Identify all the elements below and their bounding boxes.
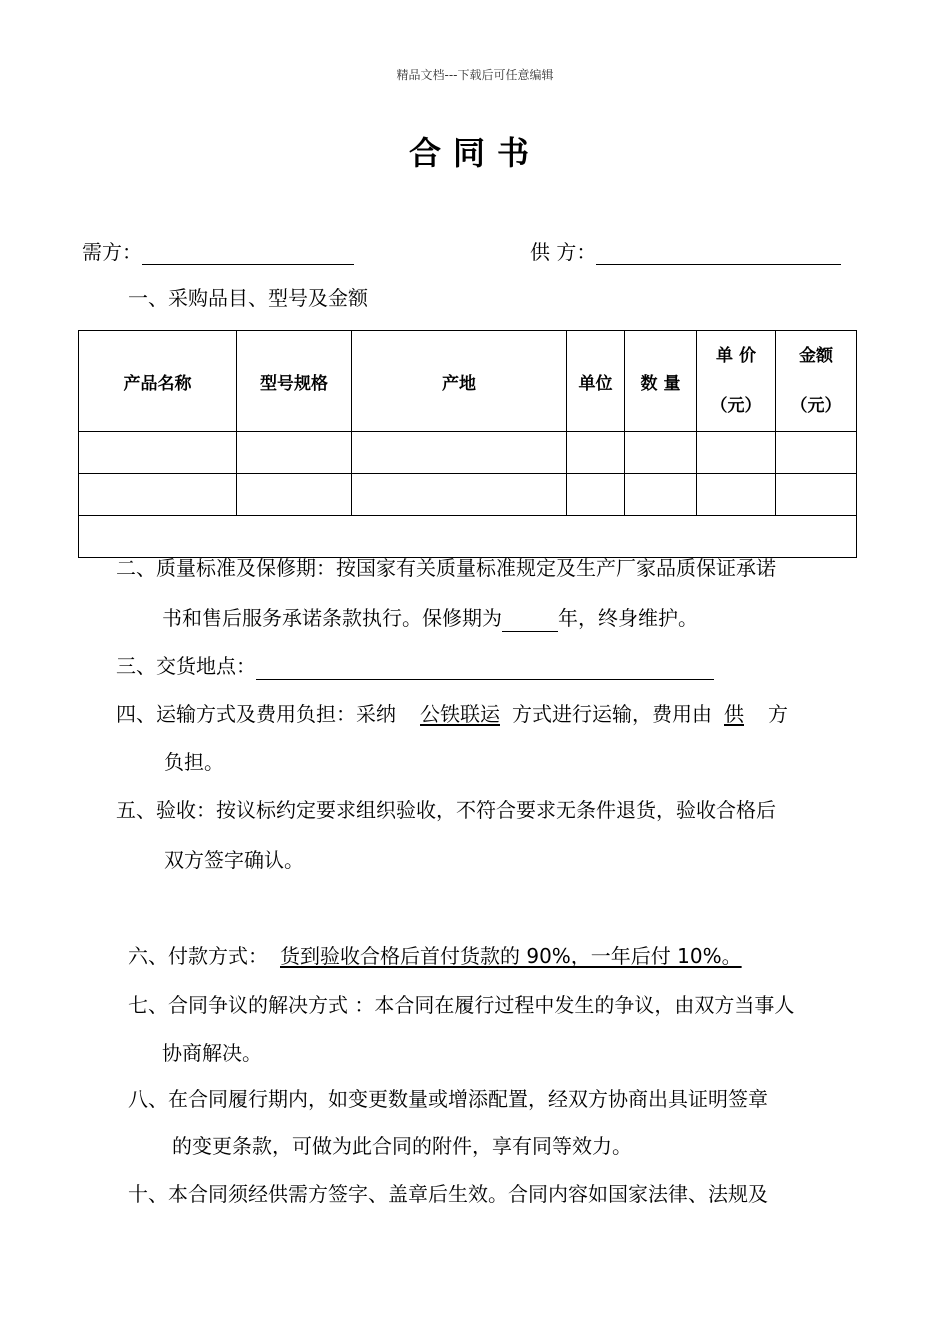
warranty-years-blank[interactable] — [502, 609, 558, 632]
table-cell[interactable] — [625, 474, 697, 516]
table-cell[interactable] — [237, 474, 352, 516]
buyer-label: 需方： — [82, 240, 142, 264]
section-3-line — [116, 652, 714, 680]
section-2-text-b: 年，终身维护。 — [558, 606, 698, 630]
table-cell[interactable] — [567, 474, 625, 516]
buyer-blank[interactable] — [142, 242, 354, 265]
table-cell[interactable] — [567, 432, 625, 474]
table-row — [79, 474, 857, 516]
section-7-line-2: 协商解决。 — [162, 1041, 262, 1065]
table-cell[interactable] — [79, 432, 237, 474]
transport-method: 公铁联运 — [420, 702, 500, 726]
table-total-row — [79, 516, 857, 558]
section-5-line-1: 五、验收：按议标约定要求组织验收，不符合要求无条件退货，验收合格后 — [116, 798, 776, 822]
section-8-line-2: 的变更条款，可做为此合同的附件，享有同等效力。 — [172, 1134, 632, 1158]
unit-price-unit: （元） — [710, 396, 762, 416]
section-1-heading: 一、采购品目、型号及金额 — [128, 286, 368, 310]
section-2-text-a: 书和售后服务承诺条款执行。保修期为 — [162, 606, 502, 630]
amount-label: 金额 — [799, 346, 833, 366]
section-7-line-1: 七、合同争议的解决方式 ：本合同在履行过程中发生的争议，由双方当事人 — [128, 993, 795, 1017]
supplier-field — [530, 236, 841, 265]
section-4-suffix: 方 — [768, 702, 788, 726]
table-cell[interactable] — [776, 432, 857, 474]
col-header-quantity: 数 量 — [625, 331, 697, 432]
section-2-line-1: 二、质量标准及保修期：按国家有关质量标准规定及生产厂家品质保证承诺 — [116, 556, 776, 580]
col-header-origin: 产地 — [352, 331, 567, 432]
table-merged-cell[interactable] — [79, 516, 857, 558]
table-cell[interactable] — [352, 474, 567, 516]
payment-terms: 货到验收合格后首付货款的 90%，一年后付 10%。 — [280, 944, 742, 968]
col-header-unit-price — [697, 331, 776, 432]
section-4-middle: 方式进行运输，费用由 — [512, 702, 712, 726]
table-cell[interactable] — [697, 474, 776, 516]
items-table — [78, 330, 857, 558]
table-cell[interactable] — [352, 432, 567, 474]
table-cell[interactable] — [697, 432, 776, 474]
table-cell[interactable] — [625, 432, 697, 474]
table-cell[interactable] — [776, 474, 857, 516]
col-header-unit: 单位 — [567, 331, 625, 432]
table-cell[interactable] — [79, 474, 237, 516]
buyer-field — [82, 236, 354, 265]
col-header-amount — [776, 331, 857, 432]
table-header-row — [79, 331, 857, 432]
col-header-product-name: 产品名称 — [79, 331, 237, 432]
table-cell[interactable] — [237, 432, 352, 474]
section-5-line-2: 双方签字确认。 — [164, 848, 304, 872]
section-2-line-2 — [162, 604, 698, 632]
cost-payer: 供 — [724, 702, 744, 726]
section-3-label: 三、交货地点： — [116, 654, 256, 678]
supplier-label: 供 方： — [530, 240, 597, 264]
table-row — [79, 432, 857, 474]
section-4-prefix: 四、运输方式及费用负担：采纳 — [116, 702, 396, 726]
section-8-line-1: 八、在合同履行期内，如变更数量或增添配置，经双方协商出具证明签章 — [128, 1087, 768, 1111]
section-6-line — [128, 942, 742, 970]
section-4-line-2: 负担。 — [164, 750, 224, 774]
section-6-prefix: 六、付款方式： — [128, 944, 268, 968]
document-title: 合同书 — [408, 134, 541, 172]
col-header-model-spec: 型号规格 — [237, 331, 352, 432]
supplier-blank[interactable] — [596, 242, 841, 265]
section-10-line-1: 十、本合同须经供需方签字、盖章后生效。合同内容如国家法律、法规及 — [128, 1182, 768, 1206]
unit-price-label: 单 价 — [716, 346, 756, 366]
delivery-location-blank[interactable] — [256, 657, 714, 680]
header-note: 精品文档---下载后可任意编辑 — [396, 68, 554, 82]
section-4-line-1 — [116, 700, 788, 728]
amount-unit: （元） — [790, 396, 842, 416]
